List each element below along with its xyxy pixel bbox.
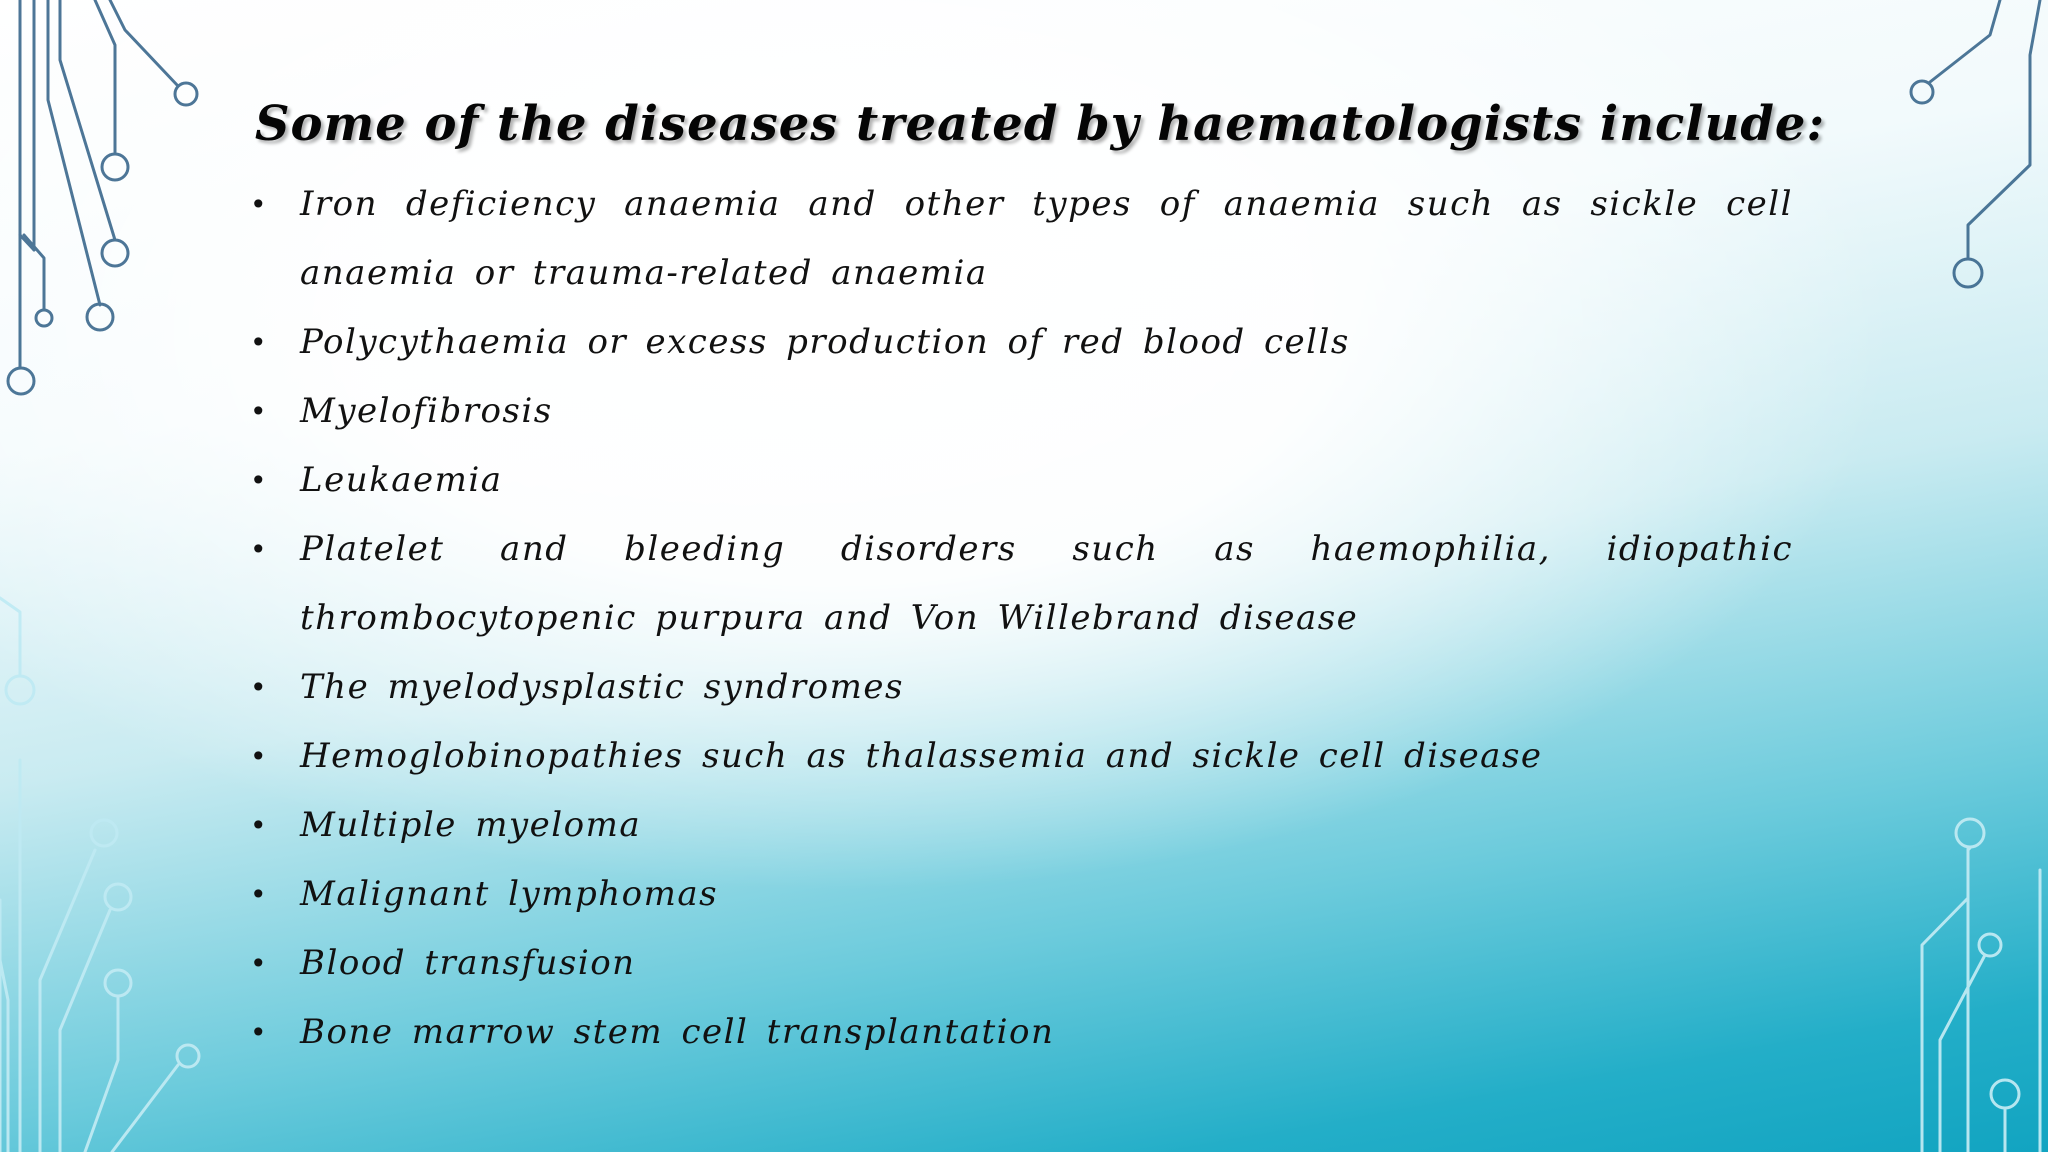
bullet-icon: •	[250, 671, 269, 704]
list-item	[248, 308, 1793, 377]
bullet-icon: •	[250, 188, 269, 221]
bullet-icon: •	[250, 809, 269, 842]
list-item-text: Myelofibrosis	[300, 391, 553, 431]
list-item-text: Blood transfusion	[300, 943, 636, 983]
circuit-bottom-right	[1922, 819, 2040, 1152]
disease-list	[248, 170, 1793, 1067]
list-item	[248, 929, 1793, 998]
list-item-text: Malignant lymphomas	[300, 874, 719, 914]
list-item	[248, 515, 1793, 653]
list-item-text: Hemoglobinopathies such as thalassemia and sickle cell disease	[300, 736, 1543, 776]
bullet-icon: •	[250, 395, 269, 428]
bullet-icon: •	[250, 878, 269, 911]
slide-title: Some of the diseases treated by haematologists include:	[254, 96, 1826, 152]
list-item-text: Platelet and bleeding disorders such as haemophilia, idiopathic thrombocytopenic purpura and Von Willebrand disease	[300, 529, 1793, 638]
list-item-text: Polycythaemia or excess production of red blood cells	[300, 322, 1350, 362]
list-item-text: Multiple myeloma	[300, 805, 642, 845]
list-item	[248, 722, 1793, 791]
bullet-icon: •	[250, 326, 269, 359]
bullet-icon: •	[250, 1016, 269, 1049]
list-item	[248, 860, 1793, 929]
list-item	[248, 653, 1793, 722]
list-item	[248, 170, 1793, 308]
circuit-top-left	[8, 0, 197, 394]
circuit-bottom-left	[0, 598, 199, 1152]
bullet-icon: •	[250, 740, 269, 773]
list-item-text: Bone marrow stem cell transplantation	[300, 1012, 1055, 1052]
bullet-icon: •	[250, 464, 269, 497]
list-item-text: Iron deficiency anaemia and other types of anaemia such as sickle cell anaemia or trauma-related anaemia	[300, 184, 1793, 293]
list-item-text: The myelodysplastic syndromes	[300, 667, 904, 707]
list-item	[248, 791, 1793, 860]
circuit-top-right	[1911, 0, 2040, 287]
bullet-icon: •	[250, 533, 269, 566]
list-item	[248, 446, 1793, 515]
list-item	[248, 377, 1793, 446]
bullet-icon: •	[250, 947, 269, 980]
list-item	[248, 998, 1793, 1067]
list-item-text: Leukaemia	[300, 460, 503, 500]
